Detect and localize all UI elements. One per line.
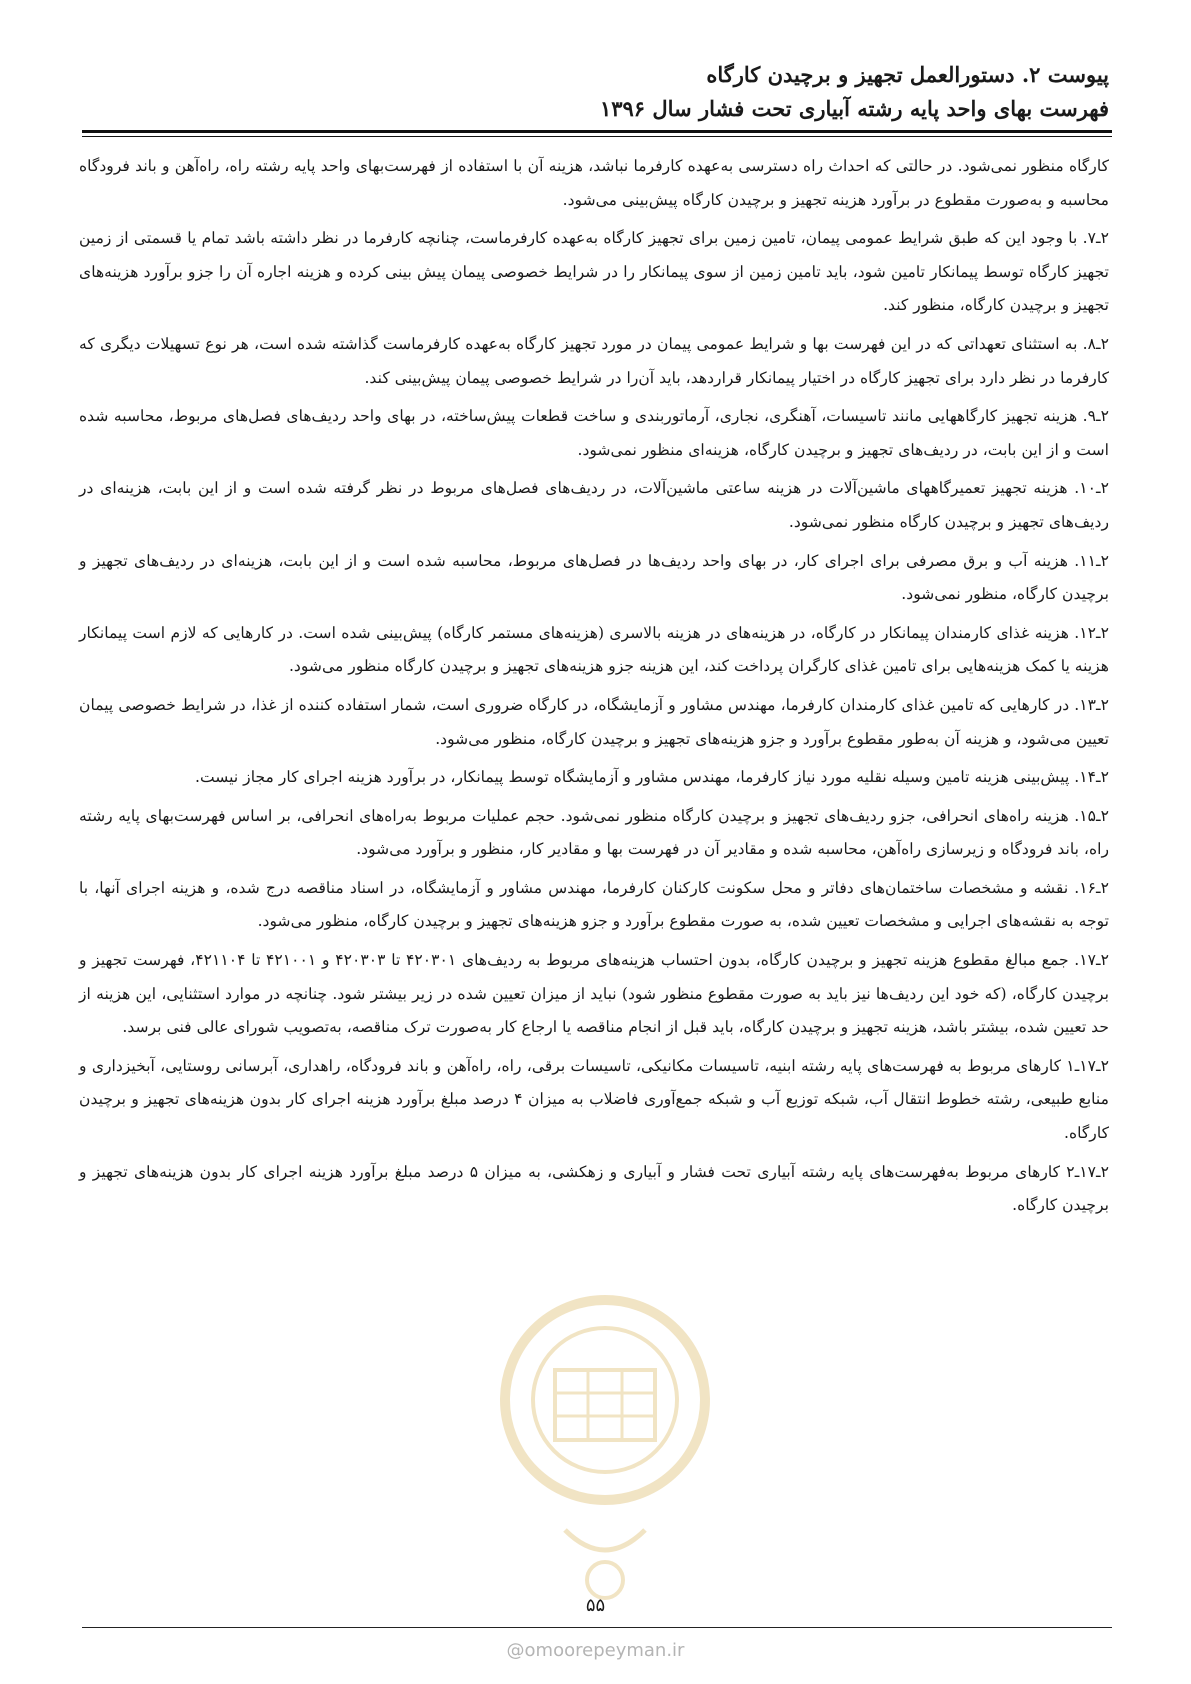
header-pricelist-title: فهرست بهای واحد پایه رشته آبیاری تحت فشار سال ۱۳۹۶ [599, 96, 1109, 121]
paragraph-2-11: ۲ـ۱۱. هزینه آب و برق مصرفی برای اجرای کار، در بهای واحد ردیف‌ها در فصل‌های مربوط، محاسبه شده است و از این بابت، هزینه‌ای در ردیف‌های تجهیز و برچیدن کارگاه، منظور نمی‌شود. [79, 551, 1109, 604]
paragraph-2-12: ۲ـ۱۲. هزینه غذای کارمندان پیمانکار در کارگاه، در هزینه‌های در هزینه بالاسری (هزینه‌های مستمر کارگاه) پیش‌بینی شده است. در کارهایی که لازم است پیمانکار هزینه یا کمک هزینه‌هایی برای تامین غذای کارگران پرداخت کند، این هزینه جزو هزینه‌های تجهیز و برچیدن کارگاه منظور می‌شود. [79, 623, 1109, 676]
document-body [79, 150, 1109, 1228]
header-appendix-title: پیوست ۲. دستورالعمل تجهیز و برچیدن کارگاه [706, 62, 1109, 87]
paragraph-2-10: ۲ـ۱۰. هزینه تجهیز تعمیرگاههای ماشین‌آلات در هزینه ساعتی ماشین‌آلات، در ردیف‌های فصل‌های مربوط در نظر گرفته شده است و از این بابت، هزینه‌ای در ردیف‌های تجهیز و برچیدن کارگاه منظور نمی‌شود. [79, 479, 1109, 531]
paragraph-2-14: ۲ـ۱۴. پیش‌بینی هزینه تامین وسیله نقلیه مورد نیاز کارفرما، مهندس مشاور و آزمایشگاه توسط پیمانکار، در برآورد هزینه اجرای کار مجاز نیست. [194, 768, 1109, 787]
paragraph-2-17-1: ۲ـ۱۷ـ۱ کارهای مربوط به فهرست‌های پایه رشته ابنیه، تاسیسات مکانیکی، تاسیسات برقی، راه، راه‌آهن و باند فرودگاه، راهداری، آبرسانی روستایی، آبخیزداری و منابع طبیعی، رشته خطوط انتقال آب، شبکه توزیع آب و شبکه جمع‌آوری فاضلاب به میزان ۴ درصد مبلغ برآورد هزینه اجرای کار بدون هزینه‌های تجهیز و برچیدن کارگاه. [79, 1056, 1109, 1143]
paragraph-2-13: ۲ـ۱۳. در کارهایی که تامین غذای کارمندان کارفرما، مهندس مشاور و آزمایشگاه، در کارگاه ضروری است، شمار استفاده کننده از غذا، در شرایط خصوصی پیمان تعیین می‌شود، و هزینه آن به‌طور مقطوع برآورد و جزو هزینه‌های تجهیز و برچیدن کارگاه، منظور می‌شود. [79, 695, 1109, 748]
page-number: ۵۵ [585, 1595, 606, 1616]
paragraph-2-17-2: ۲ـ۱۷ـ۲ کارهای مربوط به‌فهرست‌های پایه رشته آبیاری تحت فشار و آبیاری و زهکشی، به میزان ۵ درصد مبلغ برآورد هزینه اجرای کار بدون هزینه‌های تجهیز و برچیدن کارگاه. [79, 1162, 1109, 1215]
footer-rule [82, 1627, 1112, 1628]
paragraph-2-9: ۲ـ۹. هزینه تجهیز کارگاههایی مانند تاسیسات، آهنگری، نجاری، آرماتوربندی و ساخت قطعات پیش‌ساخته، در بهای واحد ردیف‌های فصل‌های مربوط، محاسبه شده است و از این بابت، در ردیف‌های تجهیز و برچیدن کارگاه، هزینه‌ای منظور نمی‌شود. [79, 407, 1109, 459]
paragraph-2-16: ۲ـ۱۶. نقشه و مشخصات ساختمان‌های دفاتر و محل سکونت کارکنان کارفرما، مهندس مشاور و آزمایشگاه، در اسناد مناقصه درج شده، و هزینه اجرای آنها، با توجه به نقشه‌های اجرایی و مشخصات تعیین شده، به صورت مقطوع برآورد و جزو هزینه‌های تجهیز و برچیدن کارگاه، منظور می‌شود. [79, 878, 1109, 931]
header-rule-thin [82, 136, 1112, 137]
seal-watermark-icon [470, 1280, 740, 1610]
paragraph-2-15: ۲ـ۱۵. هزینه راه‌های انحرافی، جزو ردیف‌های تجهیز و برچیدن کارگاه منظور نمی‌شود. حجم عملیات مربوط به‌راه‌های انحرافی، بر اساس فهرست‌بهای پایه رشته راه، باند فرودگاه و زیرسازی راه‌آهن، محاسبه شده و مقادیر آن در فهرست بها و مقادیر کار، منظور و برآورد می‌شود. [79, 806, 1109, 859]
paragraph-2-8: ۲ـ۸. به استثنای تعهداتی که در این فهرست بها و شرایط عمومی پیمان در مورد تجهیز کارگاه به‌عهده کارفرماست گذاشته شده است، هر نوع تسهیلات دیگری که کارفرما در نظر دارد برای تجهیز کارگاه در اختیار پیمانکار قراردهد، باید آن‌را در شرایط خصوصی پیمان پیش‌بینی کند. [79, 334, 1109, 387]
page-header [79, 58, 1109, 126]
header-rule-thick [82, 130, 1112, 133]
paragraph-2-7: ۲ـ۷. با وجود این که طبق شرایط عمومی پیمان، تامین زمین برای تجهیز کارگاه به‌عهده کارفرماست، چنانچه کارفرما در نظر داشته باشد تمام یا قسمتی از زمین تجهیز کارگاه توسط پیمانکار تامین شود، باید تامین زمین از سوی پیمانکار را در شرایط خصوصی پیمان پیش بینی کرده و هزینه اجاره آن را جزو برآورد هزینه‌های تجهیز و برچیدن کارگاه، منظور کند. [79, 229, 1109, 315]
paragraph-2-17: ۲ـ۱۷. جمع مبالغ مقطوع هزینه تجهیز و برچیدن کارگاه، بدون احتساب هزینه‌های مربوط به ردیف‌های ۴۲۰۳۰۱ تا ۴۲۰۳۰۳ و ۴۲۱۰۰۱ تا ۴۲۱۱۰۴، فهرست تجهیز و برچیدن کارگاه، (که خود این ردیف‌ها نیز باید به صورت مقطوع منظور شود) نباید از میزان تعیین شده در زیر بیشتر شود. چنانچه در موارد استثنایی، این هزینه از حد تعیین شده، بیشتر باشد، هزینه تجهیز و برچیدن کارگاه، باید قبل از انجام مناقصه یا ارجاع کار به‌صورت ترک مناقصه، به‌تصویب شورای عالی فنی برسد. [79, 951, 1109, 1037]
watermark-url-text: @omoorepeyman.ir [506, 1640, 685, 1661]
paragraph-access-road: کارگاه منظور نمی‌شود. در حالتی که احداث راه دسترسی به‌عهده کارفرما نباشد، هزینه آن با استفاده از فهرست‌بهای واحد پایه رشته راه، راه‌آهن و باند فرودگاه محاسبه و به‌صورت مقطوع در برآورد هزینه تجهیز و برچیدن کارگاه پیش‌بینی می‌شود. [79, 157, 1109, 209]
